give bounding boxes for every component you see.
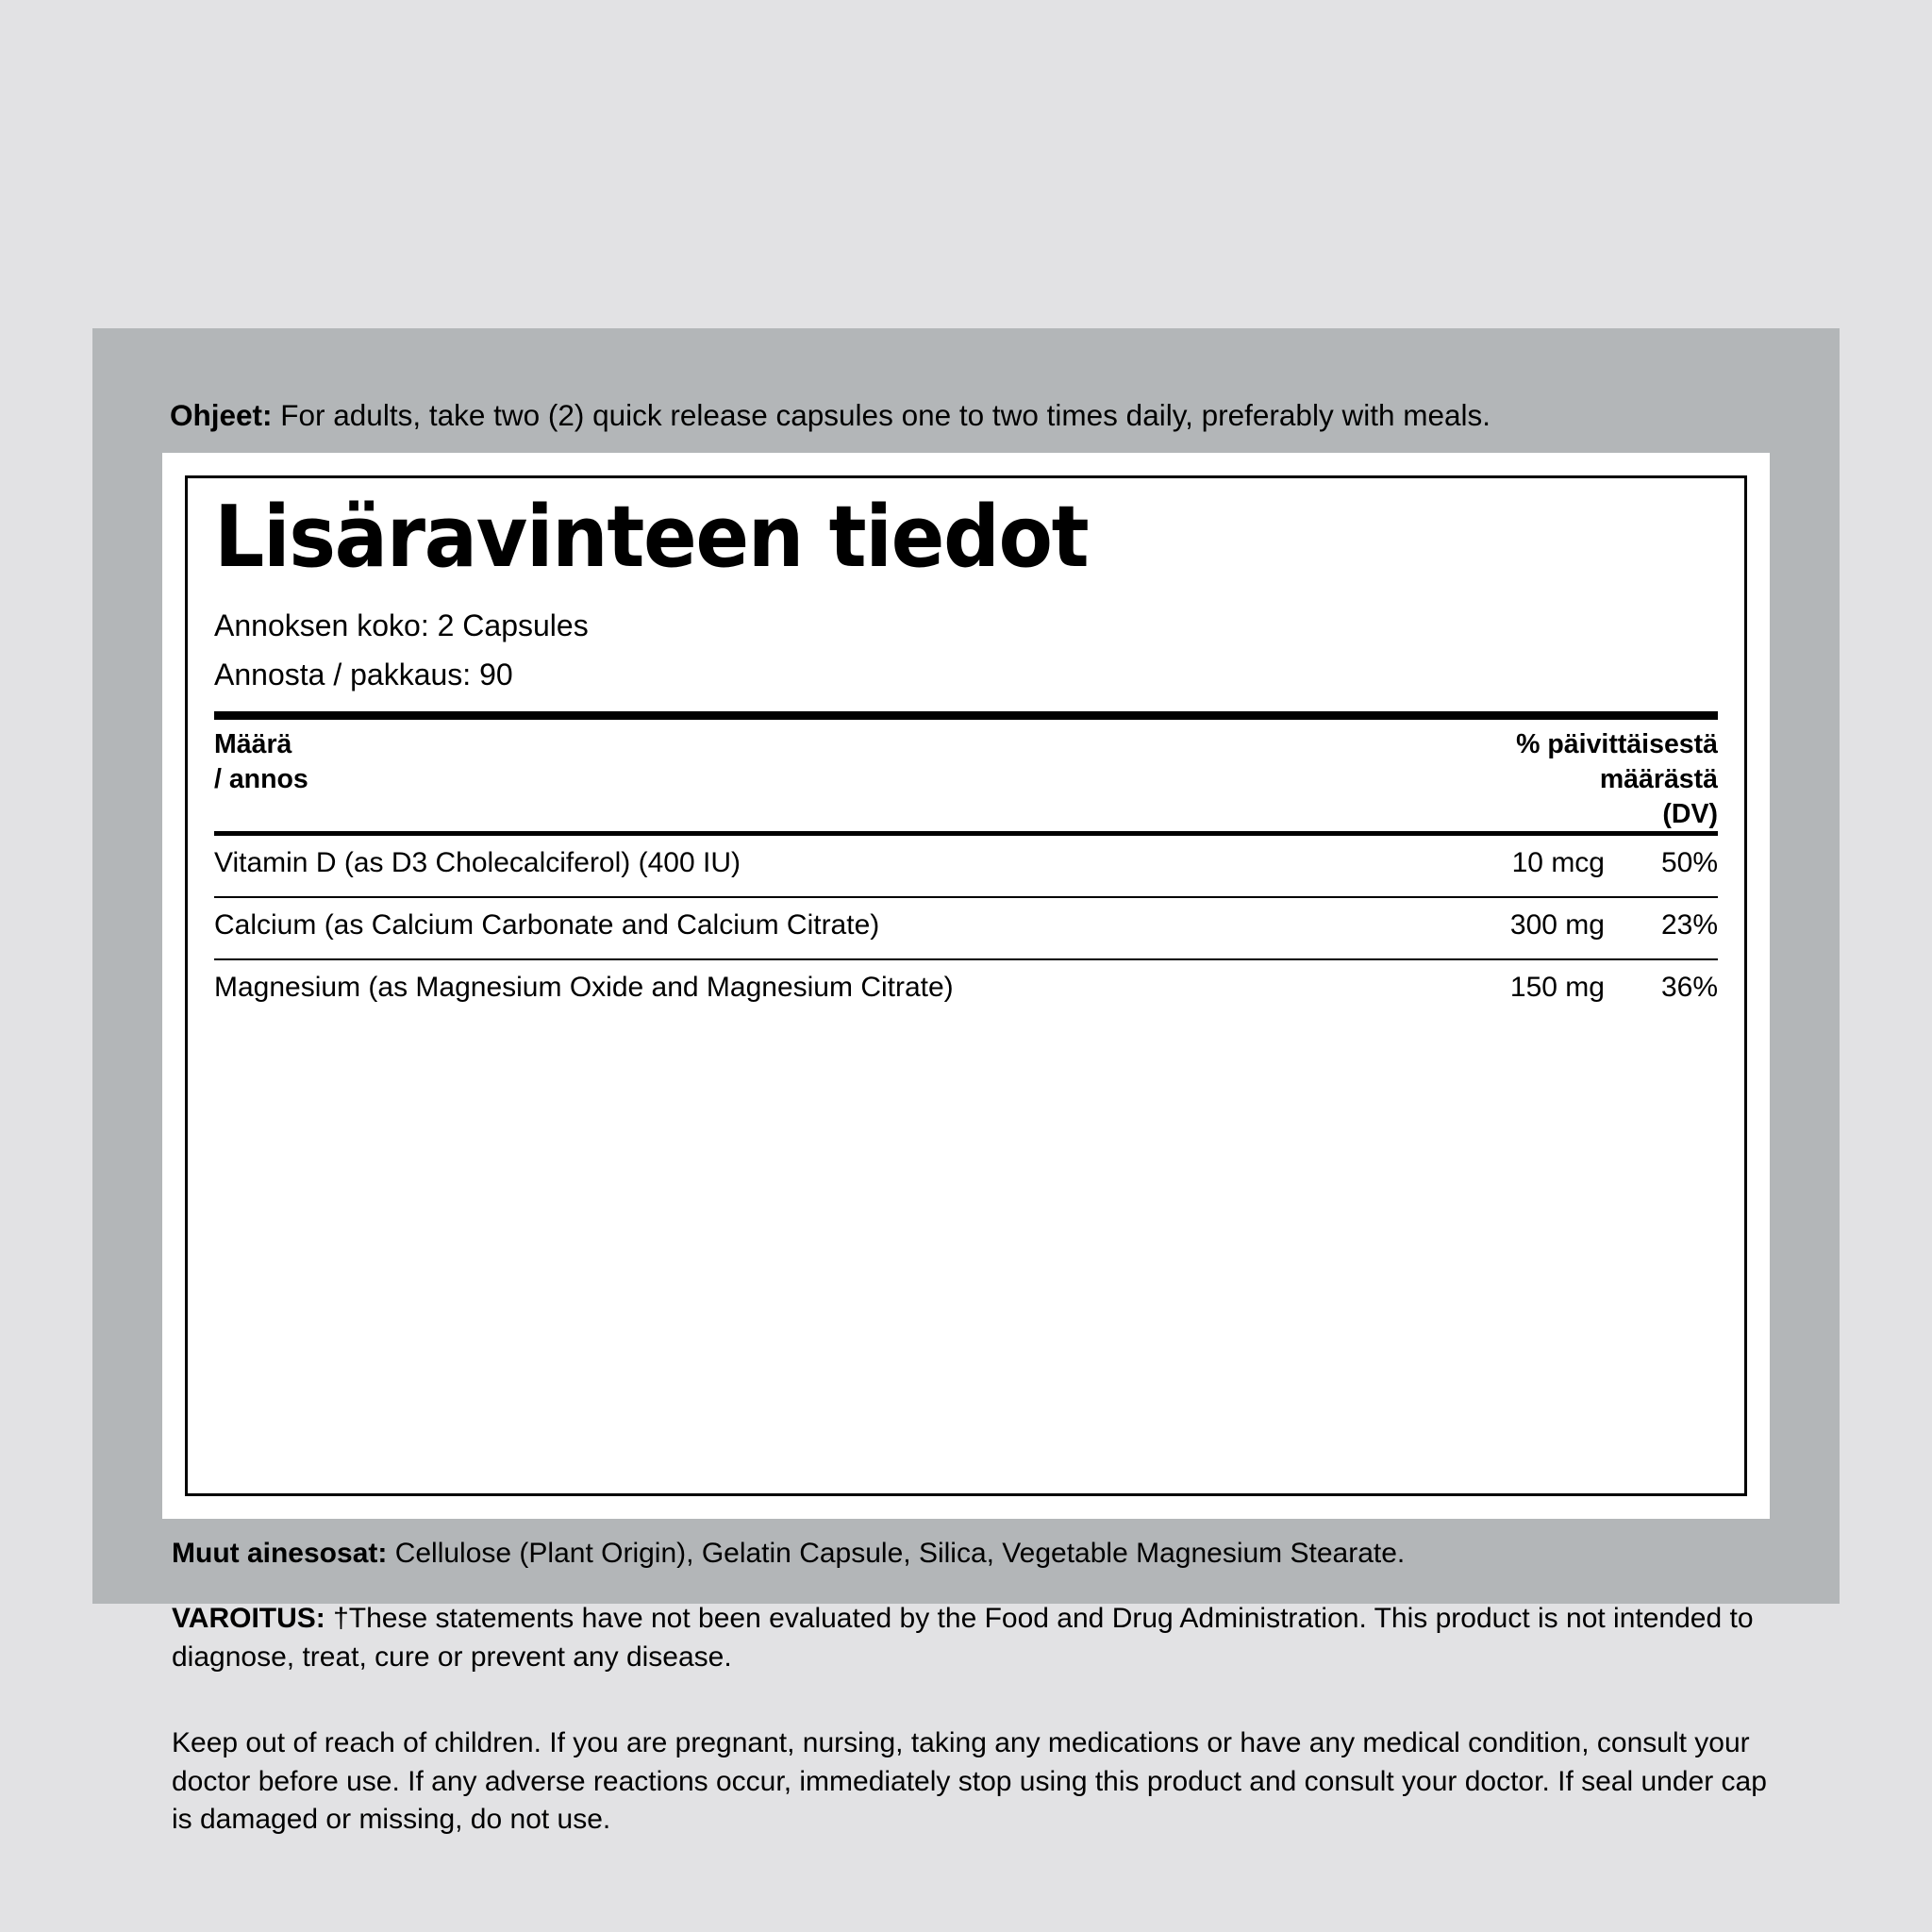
- supplement-facts-box: [162, 453, 1770, 1519]
- table-header-right: [1516, 727, 1718, 832]
- warning-label: VAROITUS:: [172, 1603, 325, 1634]
- directions-label: Ohjeet:: [170, 398, 273, 432]
- directions-text: For adults, take two (2) quick release capsules one to two times daily, preferably with meals.: [272, 398, 1491, 432]
- page-title: Lisäravinteen tiedot: [214, 488, 1089, 587]
- other-ingredients: [172, 1536, 1766, 1572]
- nutrient-amount: 10 mcg: [1511, 847, 1605, 879]
- other-ingredients-label: Muut ainesosat:: [172, 1538, 388, 1569]
- nutrient-name: Vitamin D (as D3 Cholecalciferol) (400 IU): [214, 847, 741, 879]
- nutrient-dv: 36%: [1660, 972, 1718, 1004]
- table-header-dv-line3: (DV): [1662, 799, 1718, 830]
- nutrient-amount: 150 mg: [1509, 972, 1605, 1004]
- directions-line: [170, 398, 1774, 434]
- warning-text: †These statements have not been evaluated by the Food and Drug Administration. This product is not intended to diagnose, treat, cure or prevent any disease.: [172, 1603, 1754, 1673]
- nutrient-name: Calcium (as Calcium Carbonate and Calcium Citrate): [214, 909, 880, 941]
- table-header-dv-line2: määrästä: [1599, 764, 1718, 795]
- nutrient-amount: 300 mg: [1509, 909, 1605, 941]
- nutrient-name: Magnesium (as Magnesium Oxide and Magnesium Citrate): [214, 972, 954, 1004]
- table-header-left: [214, 727, 1116, 797]
- table-header-amount-line2: / annos: [214, 764, 308, 795]
- table-header-amount-line1: Määrä: [214, 729, 292, 760]
- serving-size: Annoksen koko: 2 Capsules: [214, 608, 589, 642]
- table-row: [214, 960, 1718, 1021]
- table-header-dv-line1: % päivittäisestä: [1516, 729, 1718, 760]
- other-ingredients-text: Cellulose (Plant Origin), Gelatin Capsule, Silica, Vegetable Magnesium Stearate.: [387, 1538, 1406, 1569]
- supplement-facts-border: [185, 475, 1747, 1496]
- table-row: [214, 836, 1718, 896]
- table-header: [214, 720, 1718, 831]
- keep-out-of-reach-text: Keep out of reach of children. If you are pregnant, nursing, taking any medications or have any medical condition, consult your doctor before use. If any adverse reactions occur, immediately stop using this product and consult your doctor. If seal under cap is damaged or missing, do not use.: [172, 1727, 1767, 1835]
- warning-statement: [172, 1600, 1766, 1676]
- servings-per-container: Annosta / pakkaus: 90: [214, 657, 513, 691]
- divider-thick: [214, 711, 1718, 720]
- nutrient-dv: 23%: [1660, 909, 1718, 941]
- nutrient-dv: 50%: [1660, 847, 1718, 879]
- supplement-label-panel: [92, 328, 1840, 1835]
- table-row: [214, 898, 1718, 958]
